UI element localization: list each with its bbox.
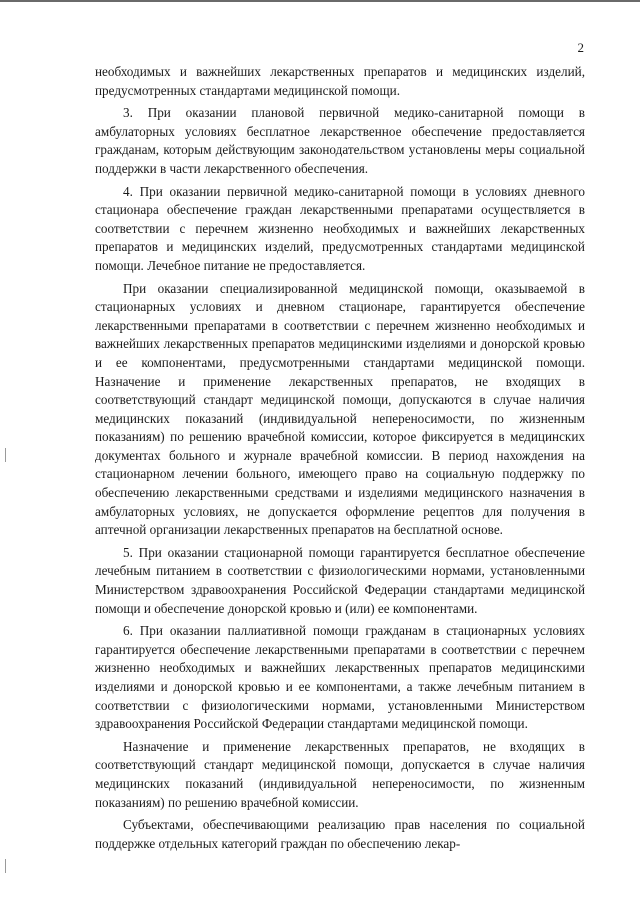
paragraph-subjects: Субъектами, обеспечивающими реализацию прав населения по социальной поддержке отдельных категорий граждан по обеспечению лекар-: [95, 817, 585, 851]
scan-margin-mark: [5, 859, 6, 873]
paragraph-prescription: Назначение и применение лекарственных препаратов, не входящих в соответствующий стандарт медицинской помощи, допускается в случае наличия медицинских показаний (индивидуальной непереносимости, по жизненным показаниям) по решению врачебной комиссии.: [95, 738, 585, 810]
paragraph-specialized-care: При оказании специализированной медицинской помощи, оказываемой в стационарных условиях и дневном стационаре, гарантируется обеспечение лекарственными препаратами в соответствии с перечнем жизненно необходимых и важнейших лекарственных препаратов медицинскими изделиями и донорской кровью и ее компонентами, предусмотренными стандартами медицинской помощи. Назначение и применение лекарственных препаратов, не входящих в соответствующий стандарт медицинской помощи, допускаются в случае наличия медицинских показаний (индивидуальной непереносимости, по жизненным показаниям) по решению врачебной комиссии, которое фиксируется в медицинских документах больного и журнале врачебной комиссии. В период нахождения на стационарном лечении больного, имеющего право на социальную поддержку по обеспечению лекарственными средствами и изделиями медицинского назначения в амбулаторных условиях, не допускается оформление рецептов для получения в аптечной организации лекарственных препаратов на бесплатной основе.: [95, 280, 585, 538]
page-number: 2: [577, 40, 584, 55]
paragraph-item-4: 4. При оказании первичной медико-санитарной помощи в условиях дневного стационара обеспечение граждан лекарственными препаратами осуществляется в соответствии с перечнем жизненно необходимых и важнейших лекарственных препаратов и медицинских изделий, предусмотренных стандартами медицинской помощи. Лечебное питание не предоставляется.: [95, 183, 585, 273]
paragraph-continuation: необходимых и важнейших лекарственных препаратов и медицинских изделий, предусмотренных стандартами медицинской помощи.: [95, 64, 585, 98]
scan-margin-mark: [5, 448, 6, 462]
paragraph-item-6: 6. При оказании паллиативной помощи гражданам в стационарных условиях гарантируется обеспечение лекарственными препаратами в соответствии с перечнем жизненно необходимых и важнейших лекарственных препаратов медицинскими изделиями и донорской кровью и ее компонентами, а также лечебным питанием в соответствии с физиологическими нормами, установленными Министерством здравоохранения Российской Федерации стандартами медицинской помощи.: [95, 623, 585, 732]
scan-top-border: [0, 0, 640, 2]
paragraph-item-5: 5. При оказании стационарной помощи гарантируется бесплатное обеспечение лечебным питанием в соответствии с физиологическими нормами, установленными Министерством здравоохранения Российской Федерации стандартами медицинской помощи и обеспечение донорской кровью и (или) ее компонентами.: [95, 544, 585, 616]
document-body: [95, 63, 585, 857]
paragraph-item-3: 3. При оказании плановой первичной медико-санитарной помощи в амбулаторных условиях бесплатное лекарственное обеспечение предоставляется гражданам, которым действующим законодательством установлены меры социальной поддержки в части лекарственного обеспечения.: [95, 105, 585, 176]
